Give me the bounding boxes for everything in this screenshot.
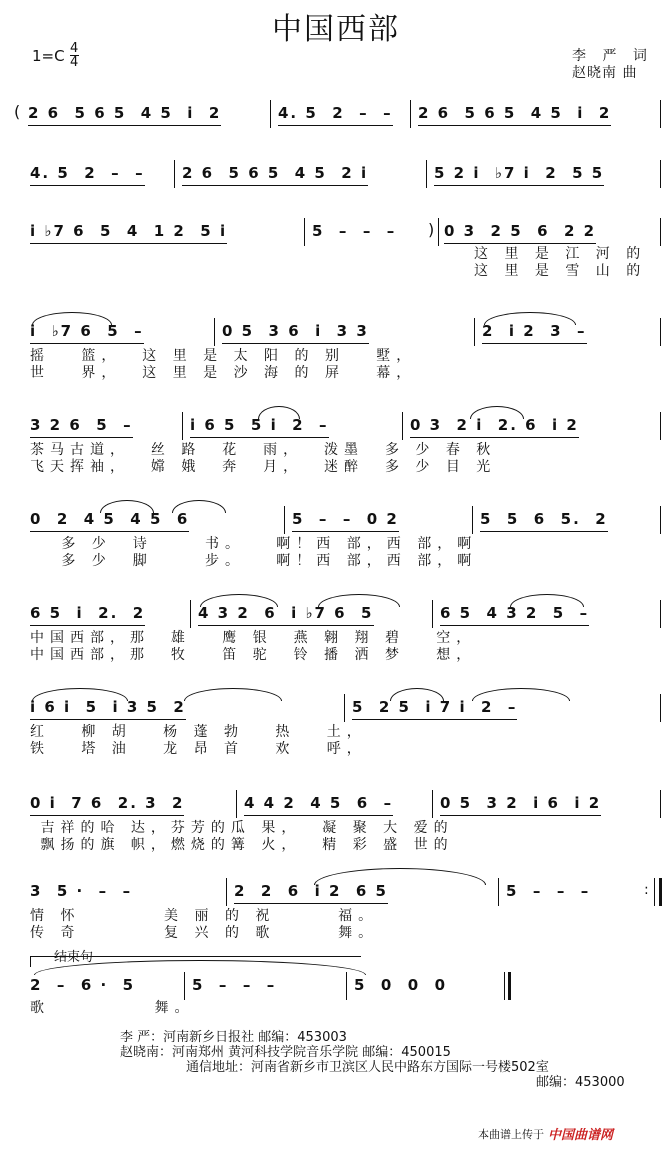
score-row-3: i ♭7 6 5 4 1 2 5 i 5 – – – ) 0 3 2 5 6 2 2 这 里 是 江 河 的 这 里 是 雪 山 的	[14, 218, 664, 296]
lyric-verse-2: 多 少 脚 步。 啊！西 部，西 部，啊	[30, 553, 478, 569]
footer-line-1: 李 严：河南新乡日报社 邮编：453003	[120, 1030, 347, 1045]
lyric-verse-2: 中国西部，那 牧 笛 驼 铃 播 洒 梦 想，	[30, 647, 477, 663]
measure: 5 – – –	[506, 882, 591, 900]
measure: i 6 i 5 i 3 5 2	[30, 698, 186, 720]
score-row-4	[14, 318, 664, 396]
time-bottom: 4	[69, 55, 79, 70]
footer-line-2: 赵晓南：河南郑州 黄河科技学院音乐学院 邮编：450015	[120, 1045, 451, 1060]
measure: 0 5 3 2 i 6 i 2	[440, 794, 601, 816]
key-signature	[32, 42, 79, 69]
lyric-verse-1: 情 怀 美 丽 的 祝 福。	[30, 908, 379, 924]
composer-credit: 赵晓南 曲	[572, 65, 638, 81]
lyricist-credit: 李 严 词	[572, 48, 653, 64]
measure: 6 5 i 2. 2	[30, 604, 145, 626]
lyric-verse-1: 多 少 诗 书。 啊！西 部，西 部，啊	[30, 536, 478, 552]
measure: 2 6 5 6 5 4 5 i 2	[28, 104, 221, 126]
key-label: 1=C	[32, 46, 65, 65]
measure: i ♭7 6 5 –	[30, 322, 144, 344]
lyric-verse-2: 世 界， 这 里 是 沙 海 的 屏 幕，	[30, 365, 417, 381]
lyric-verse-1: 摇 篮， 这 里 是 太 阳 的 别 墅，	[30, 348, 417, 364]
lyric-verse-1: 红 柳 胡 杨 蓬 勃 热 土，	[30, 724, 367, 740]
lyric-verse-2: 传 奇 复 兴 的 歌 舞。	[30, 925, 379, 941]
measure: 0 5 3 6 i 3 3	[222, 322, 369, 344]
song-title: 中国西部	[272, 12, 400, 47]
score-row-1: ( 2 6 5 6 5 4 5 i 2 4. 5 2 – – 2 6 5 6 5 4 5 i 2	[14, 100, 664, 178]
score-row-7	[14, 600, 664, 678]
measure: 0 3 2 5 6 2 2	[444, 222, 596, 244]
measure: 6 5 4 3 2 5 –	[440, 604, 589, 626]
measure: 2 – 6 · 5	[30, 976, 136, 994]
time-signature	[70, 42, 79, 69]
lyric-verse-1: 这 里 是 江 河 的	[474, 246, 647, 262]
watermark-prefix: 本曲谱上传于	[478, 1127, 544, 1141]
footer-line-4: 邮编：453000	[536, 1075, 625, 1090]
measure: 0 2 4 5 4 5 6	[30, 510, 189, 532]
footer-contact	[120, 1030, 625, 1090]
measure: 4. 5 2 – –	[278, 104, 393, 126]
lyric-verse-2: 这 里 是 雪 山 的	[474, 263, 647, 279]
lyric-verse-1: 吉祥的哈 达，芬芳的瓜 果， 凝 聚 大 爱的	[30, 820, 454, 836]
lyric-verse-1: 中国西部，那 雄 鹰 银 燕 翱 翔 碧 空，	[30, 630, 477, 646]
measure: 0 i 7 6 2. 3 2	[30, 794, 184, 816]
measure: 5 0 0 0	[354, 976, 448, 994]
lyric-verse-2: 飞天挥袖， 嫦 娥 奔 月， 迷醉 多 少 目 光	[30, 459, 497, 475]
lyric-coda: 歌 舞。	[30, 1000, 195, 1016]
measure: 5 – – –	[192, 976, 277, 994]
time-top: 4	[69, 41, 79, 56]
measure: 2 6 5 6 5 4 5 2 i	[182, 164, 368, 186]
measure: 2 2 6 i 2 6 5	[234, 882, 388, 904]
credits	[572, 48, 653, 82]
score-row-10: 3 5 · – – 2 2 6 i 2 6 5 5 – – – : 情 怀 美 丽 的 祝 福。 传 奇 复 兴 的 歌 舞。	[14, 878, 664, 956]
score-row-5	[14, 412, 664, 490]
measure: 5 2 5 i 7 i 2 –	[352, 698, 517, 720]
measure: 0 3 2 i 2. 6 i 2	[410, 416, 579, 438]
measure: 5 – – –	[312, 222, 397, 240]
lyric-verse-1: 茶马古道， 丝 路 花 雨， 泼墨 多 少 春 秋	[30, 442, 497, 458]
score-row-9	[14, 790, 664, 868]
measure: i ♭7 6 5 4 1 2 5 i	[30, 222, 227, 244]
measure: 5 5 6 5. 2	[480, 510, 608, 532]
measure: 2 i 2 3 –	[482, 322, 587, 344]
score-row-6	[14, 506, 664, 584]
measure: i 6 5 5 i 2 –	[190, 416, 329, 438]
measure: 2 6 5 6 5 4 5 i 2	[418, 104, 611, 126]
score-row-8	[14, 694, 664, 772]
watermark	[478, 1124, 613, 1143]
lyric-verse-2: 飘扬的旗 帜，燃烧的篝 火， 精 彩 盛 世的	[30, 837, 454, 853]
measure: 5 2 i ♭7 i 2 5 5	[434, 164, 604, 186]
site-logo[interactable]: 中国曲谱网	[548, 1128, 614, 1143]
footer-line-3: 通信地址：河南省新乡市卫滨区人民中路东方国际一号楼502室	[186, 1060, 549, 1075]
lyric-verse-2: 铁 塔 油 龙 昂 首 欢 呼，	[30, 741, 367, 757]
measure: 4 3 2 6 i ♭7 6 5	[198, 604, 374, 626]
measure: 4 4 2 4 5 6 –	[244, 794, 393, 816]
measure: 3 5 · – –	[30, 882, 133, 900]
measure: 5 – – 0 2	[292, 510, 399, 532]
measure: 4. 5 2 – –	[30, 164, 145, 186]
measure: 3 2 6 5 –	[30, 416, 133, 438]
coda-label: 结束句	[54, 950, 94, 965]
